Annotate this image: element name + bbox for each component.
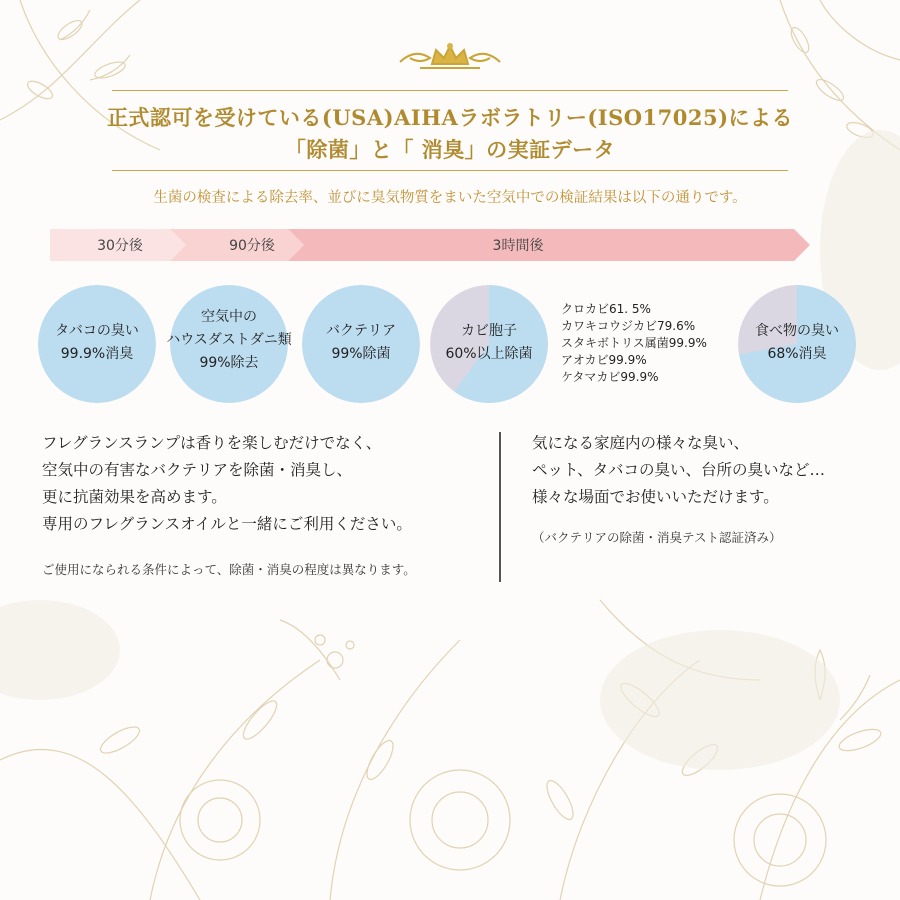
left-line: 専用のフレグランスオイルと一緒にご利用ください。: [42, 515, 412, 533]
mold-detail-item: スタキボトリス属菌99.9%: [561, 336, 707, 350]
right-line: 気になる家庭内の様々な臭い、: [532, 434, 750, 452]
subtitle: 生菌の検査による除去率、並びに臭気物質をまいた空気中での検証結果は以下の通りです。: [153, 190, 747, 206]
result-dust-mites-text: [154, 306, 304, 375]
result-mold-text: [414, 320, 564, 366]
mold-detail-item: ケタマカビ99.9%: [561, 370, 659, 384]
page-title-line1: 正式認可を受けている(USA)AIHAラボラトリー(ISO17025)による: [106, 105, 794, 130]
right-line: ペット、タバコの臭い、台所の臭いなど…: [532, 461, 825, 479]
result-dust-mites-label: ハウスダストダニ類: [166, 332, 292, 348]
right-line: 様々な場面でお使いいただけます。: [532, 488, 779, 506]
result-mold-label: カビ胞子: [461, 323, 517, 339]
result-dust-mites-label0: 空気中の: [201, 309, 257, 325]
title-top-rule: [112, 90, 788, 91]
result-bacteria-value: 99%除菌: [331, 346, 391, 362]
mold-detail-item: クロカビ61. 5%: [561, 302, 651, 316]
mold-detail-item: カワキコウジカビ79.6%: [561, 319, 696, 333]
left-description: [42, 430, 412, 538]
result-food-label: 食べ物の臭い: [755, 323, 839, 339]
crown-ornament-icon: [390, 38, 510, 78]
left-line: フレグランスランプは香りを楽しむだけでなく、: [42, 434, 382, 452]
timeline-label-3h: 3時間後: [492, 238, 544, 254]
timeline-label-90min: 90分後: [229, 238, 275, 254]
column-divider: [499, 432, 501, 582]
timeline-label-30min: 30分後: [97, 238, 143, 254]
right-description: [532, 430, 825, 511]
left-line: 空気中の有害なバクテリアを除菌・消臭し、: [42, 461, 353, 479]
result-mold-value: 60%以上除菌: [445, 346, 533, 362]
result-food-text: [722, 320, 872, 366]
result-food-value: 68%消臭: [767, 346, 827, 362]
result-dust-mites-value: 99%除去: [199, 355, 259, 371]
result-tobacco-text: [22, 320, 172, 366]
title-bottom-rule: [112, 170, 788, 171]
timeline-bar: [50, 229, 810, 261]
result-tobacco-label: タバコの臭い: [55, 323, 139, 339]
page-title-line2: 「除菌」と「 消臭」の実証データ: [284, 137, 616, 162]
left-line: 更に抗菌効果を高めます。: [42, 488, 227, 506]
mold-detail-list: [561, 301, 707, 386]
left-note: ご使用になられる条件によって、除菌・消臭の程度は異なります。: [42, 562, 416, 577]
result-tobacco-value: 99.9%消臭: [60, 346, 134, 362]
result-bacteria-label: バクテリア: [326, 323, 396, 339]
mold-detail-item: アオカビ99.9%: [561, 353, 647, 367]
right-note: （バクテリアの除菌・消臭テスト認証済み）: [532, 530, 782, 545]
